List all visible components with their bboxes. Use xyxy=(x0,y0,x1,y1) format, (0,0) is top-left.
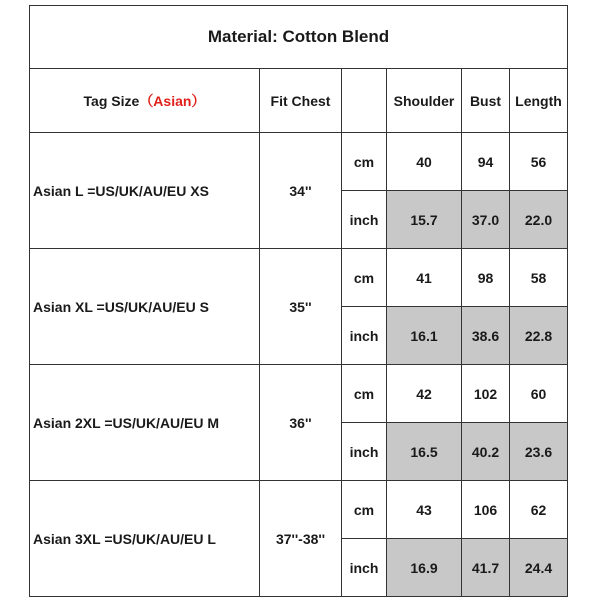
length-cm-cell: 56 xyxy=(510,133,568,191)
length-inch-cell: 22.8 xyxy=(510,307,568,365)
header-row xyxy=(30,69,568,133)
fit-chest-cell: 34'' xyxy=(260,133,342,249)
header-tag-size xyxy=(30,69,260,133)
bust-cm-cell: 102 xyxy=(462,365,510,423)
shoulder-inch-cell: 15.7 xyxy=(387,191,462,249)
header-bust: Bust xyxy=(462,69,510,133)
shoulder-cm-cell: 43 xyxy=(387,481,462,539)
fit-chest-cell: 37''-38'' xyxy=(260,481,342,597)
tag-size-cell: Asian XL =US/UK/AU/EU S xyxy=(30,249,260,365)
length-cm-cell: 60 xyxy=(510,365,568,423)
unit-cell-cm: cm xyxy=(342,365,387,423)
header-unit xyxy=(342,69,387,133)
size-table xyxy=(29,5,568,597)
bust-inch-cell: 41.7 xyxy=(462,539,510,597)
fit-chest-cell: 36'' xyxy=(260,365,342,481)
unit-cell-inch: inch xyxy=(342,539,387,597)
unit-cell-cm: cm xyxy=(342,133,387,191)
shoulder-cm-cell: 40 xyxy=(387,133,462,191)
header-length: Length xyxy=(510,69,568,133)
unit-cell-cm: cm xyxy=(342,249,387,307)
length-cm-cell: 62 xyxy=(510,481,568,539)
shoulder-inch-cell: 16.9 xyxy=(387,539,462,597)
bust-cm-cell: 106 xyxy=(462,481,510,539)
unit-cell-inch: inch xyxy=(342,307,387,365)
fit-chest-cell: 35'' xyxy=(260,249,342,365)
shoulder-inch-cell: 16.5 xyxy=(387,423,462,481)
shoulder-inch-cell: 16.1 xyxy=(387,307,462,365)
shoulder-cm-cell: 42 xyxy=(387,365,462,423)
header-tag-size-label: Tag Size xyxy=(83,92,140,109)
header-shoulder: Shoulder xyxy=(387,69,462,133)
tag-size-cell: Asian L =US/UK/AU/EU XS xyxy=(30,133,260,249)
table-row xyxy=(30,133,568,191)
length-inch-cell: 23.6 xyxy=(510,423,568,481)
unit-cell-cm: cm xyxy=(342,481,387,539)
length-inch-cell: 24.4 xyxy=(510,539,568,597)
table-row xyxy=(30,249,568,307)
tag-size-cell: Asian 3XL =US/UK/AU/EU L xyxy=(30,481,260,597)
table-row xyxy=(30,481,568,539)
header-tag-size-accent: （Asian） xyxy=(139,92,206,109)
tag-size-cell: Asian 2XL =US/UK/AU/EU M xyxy=(30,365,260,481)
length-inch-cell: 22.0 xyxy=(510,191,568,249)
bust-inch-cell: 40.2 xyxy=(462,423,510,481)
table-row xyxy=(30,365,568,423)
bust-cm-cell: 98 xyxy=(462,249,510,307)
length-cm-cell: 58 xyxy=(510,249,568,307)
bust-inch-cell: 37.0 xyxy=(462,191,510,249)
header-fit-chest: Fit Chest xyxy=(260,69,342,133)
table-title: Material: Cotton Blend xyxy=(30,6,568,69)
unit-cell-inch: inch xyxy=(342,423,387,481)
shoulder-cm-cell: 41 xyxy=(387,249,462,307)
bust-cm-cell: 94 xyxy=(462,133,510,191)
unit-cell-inch: inch xyxy=(342,191,387,249)
bust-inch-cell: 38.6 xyxy=(462,307,510,365)
